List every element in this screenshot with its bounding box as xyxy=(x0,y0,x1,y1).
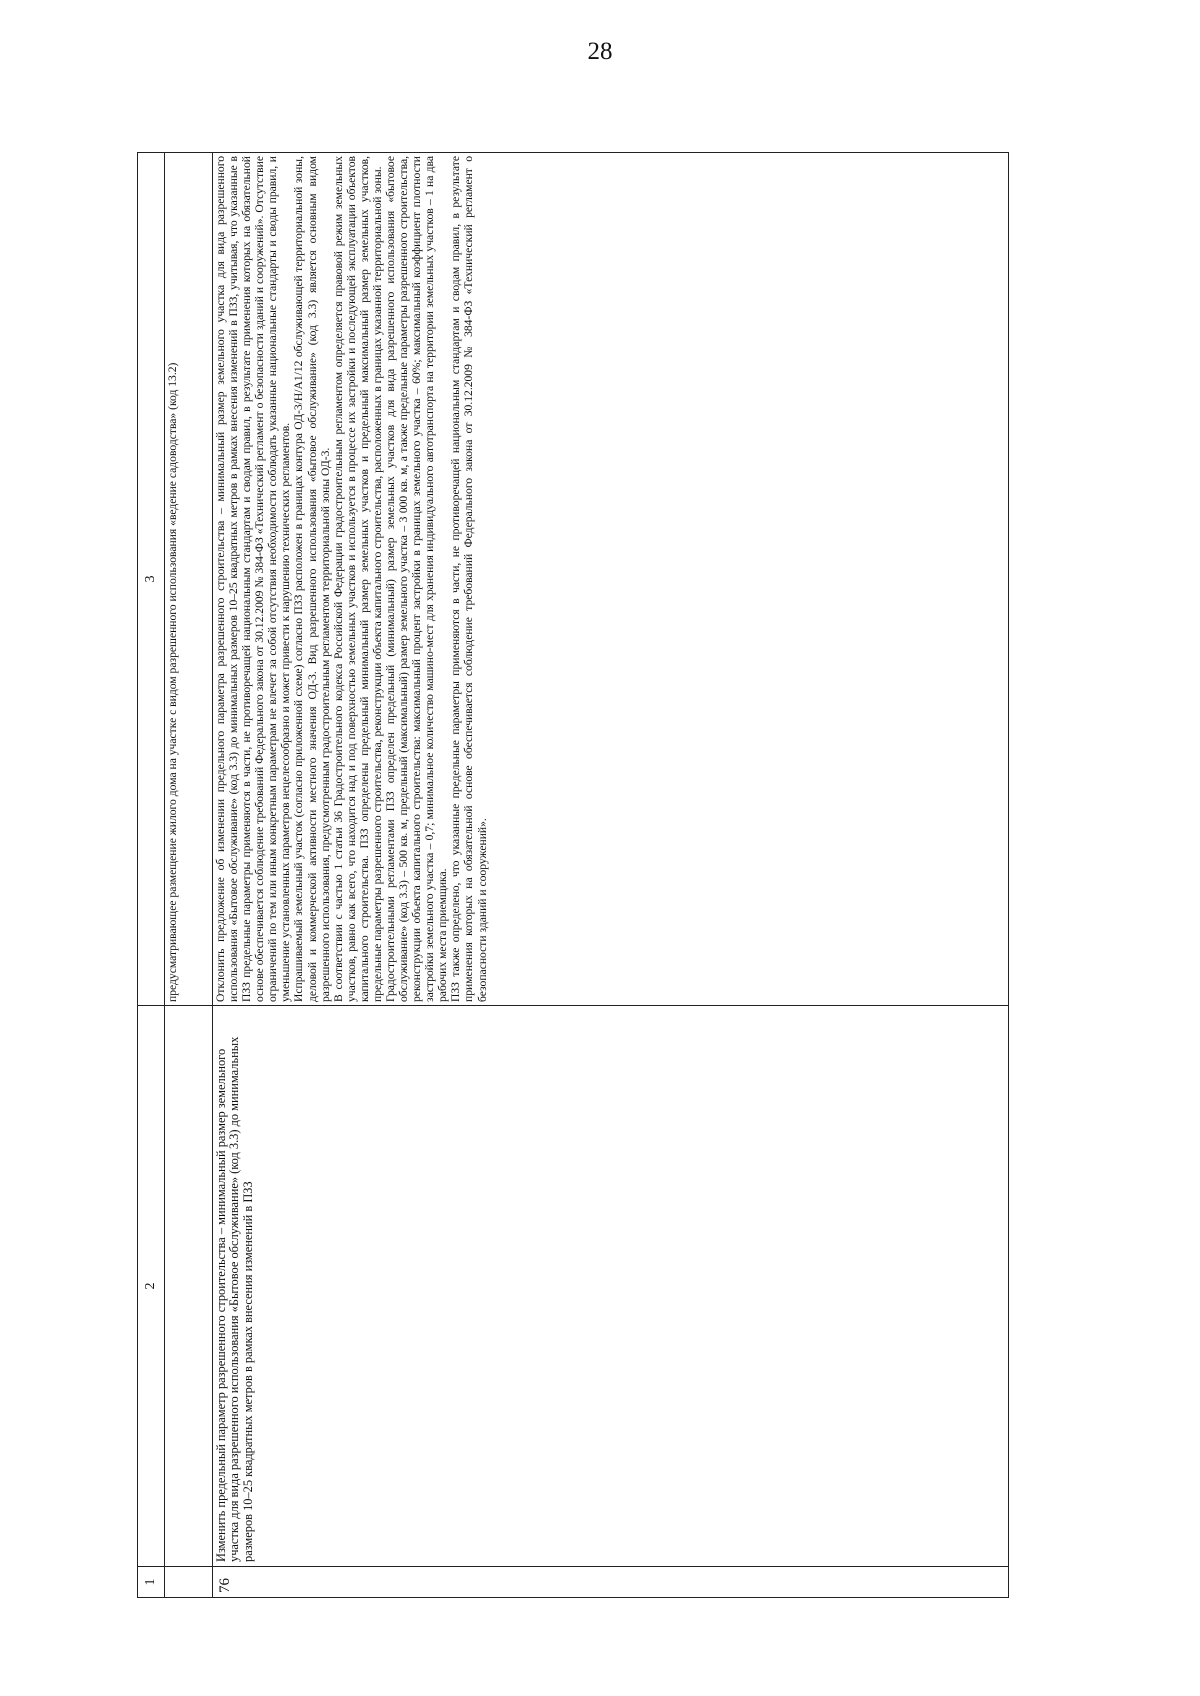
header-col-3: 3 xyxy=(138,153,165,1006)
decision-paragraph-4: Градостроительными регламентами ПЗЗ определен предельный (минимальный) размер земельных участков для вида разрешенного использования «бытовое обслуживание» (код 3.3) – 500 кв. м, предельный (максимальный) размер земельного участка – 3 000 кв. м, а также предельные параметры разрешенного строительства, реконструкции объекта капитального строительства: максимальный процент застройки в границах земельного участка – 60%; максимальный коэффициент плотности застройки земельного участка – 0,7; минимальное количество машино-мест для хранения индивидуального автотранспорта на территории земельных участков – 1 на два рабочих места приемщика. xyxy=(384,156,450,1002)
row-proposal: Изменить предельный параметр разрешенного строительства – минимальный размер земельного участка для вида разрешенного использования «Бытовое обслуживание» (код 3.3) до минимальных размеров 10–25 квадратных метров в рамках внесения изменений в ПЗЗ xyxy=(213,1006,1009,1567)
prev-row-text: предусматривающее размещение жилого дома на участке с видом разрешенного использования «ведение садоводства» (код 13.2) xyxy=(166,362,179,1002)
row-decision xyxy=(213,153,1009,1006)
decision-paragraph-3: В соответствии с частью 1 статьи 36 Градостроительного кодекса Российской Федерации градостроительным регламентом определяется правовой режим земельных участков, равно как всего, что находится над и под поверхностью земельных участков и используется в процессе их застройки и последующей эксплуатации объектов капитального строительства. ПЗЗ определены предельный минимальный размер земельных участков и предельный максимальный размер земельных участков, предельные параметры разрешенного строительства, реконструкции объекта капитального строительства, расположенных в границах указанной территориальной зоны. xyxy=(331,156,384,1002)
table-header-row xyxy=(138,153,165,1598)
decision-paragraph-2: Испрашиваемый земельный участок (согласно приложенной схеме) согласно ПЗЗ расположен в границах контура ОД-3/Н/А1/12 обслуживающей территориальной зоны, деловой и коммерческой активности местного значения ОД-3. Вид разрешенного использования «бытовое обслуживание» (код 3.3) является основным видом разрешенного использования, предусмотренным градостроительным регламентом территориальной зоны ОД-3. xyxy=(292,156,332,1002)
table-row-continued xyxy=(165,153,213,1598)
prev-row-col-2 xyxy=(165,1006,213,1567)
header-col-1: 1 xyxy=(138,1567,165,1598)
rotated-table-container xyxy=(137,156,1009,1598)
header-col-2: 2 xyxy=(138,1006,165,1567)
decisions-table xyxy=(137,152,1009,1598)
prev-row-col-1 xyxy=(165,1567,213,1598)
decision-paragraph-5: ПЗЗ также определено, что указанные предельные параметры применяются в части, не противоречащей национальным стандартам и сводам правил, в результате применения которых на обязательной основе обеспечивается соблюдение требований Федерального закона от 30.12.2009 № 384-ФЗ «Технический регламент о безопасности зданий и сооружений». xyxy=(449,156,489,1002)
decision-paragraph-1: Отклонить предложение об изменении предельного параметра разрешенного строительства – минимальный размер земельного участка для вида разрешенного использования «Бытовое обслуживание» (код 3.3) до минимальных размеров 10–25 квадратных метров в рамках внесения изменений в ПЗЗ, учитывая, что указанные в ПЗЗ предельные параметры применяются в части, не противоречащей национальным стандартам и сводам правил, в результате применения которых на обязательной основе обеспечивается соблюдение требований Федерального закона от 30.12.2009 № 384-ФЗ «Технический регламент о безопасности зданий и сооружений». Отсутствие ограничений по тем или иным конкретным параметрам не влечет за собой отсутствия необходимости соблюдать указанные национальные стандарты и своды правил, и уменьшение установленных параметров нецелесообразно и может привести к нарушению технических регламентов. xyxy=(214,156,293,1002)
row-number: 76 xyxy=(213,1567,1009,1598)
prev-row-col-3 xyxy=(165,153,213,1006)
table-row xyxy=(213,153,1009,1598)
page-number: 28 xyxy=(587,38,613,65)
